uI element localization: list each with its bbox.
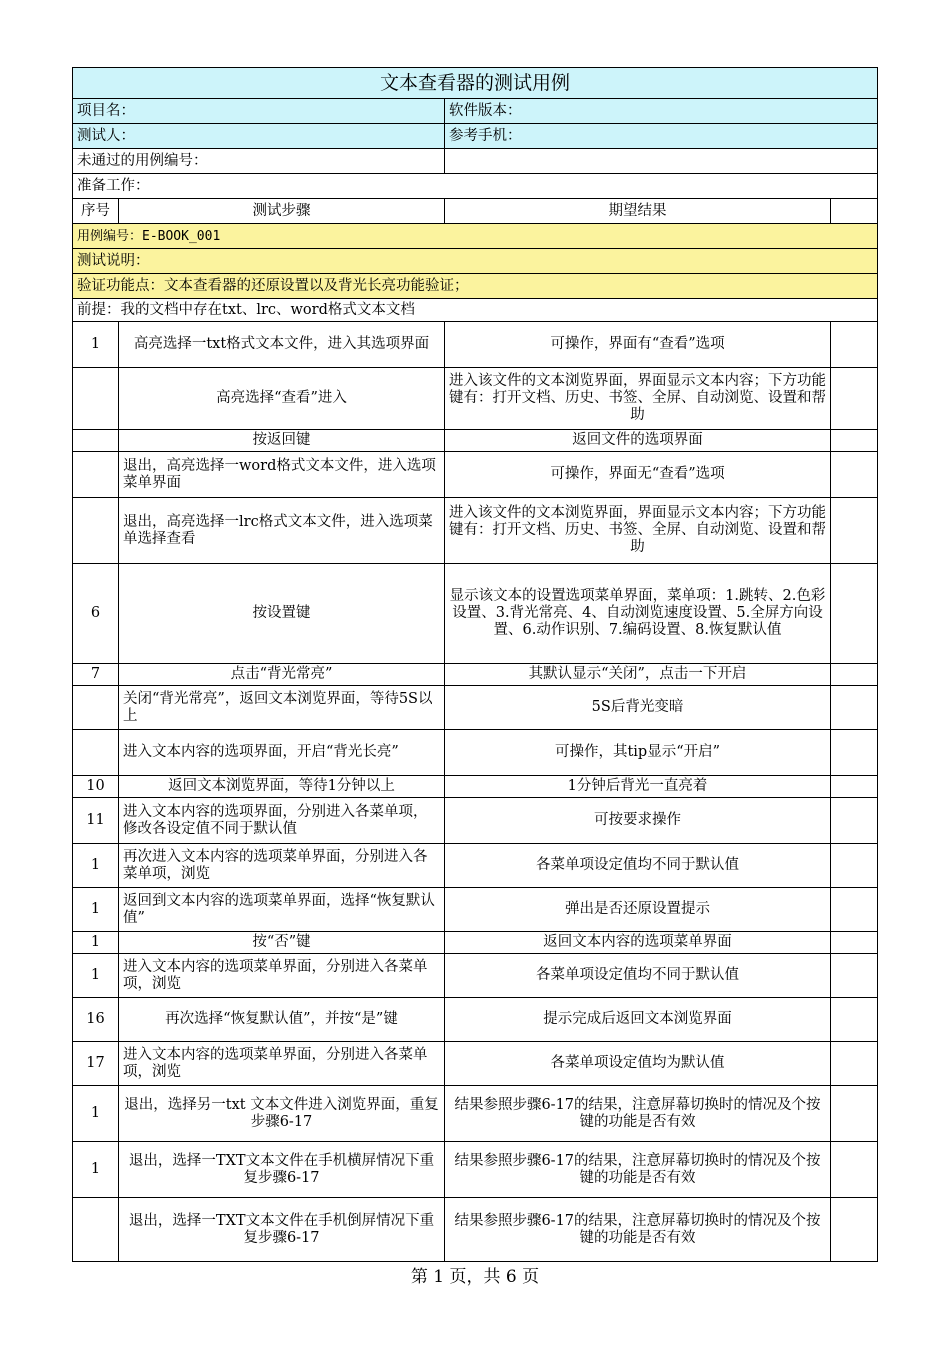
expected-result: 各菜单项设定值均不同于默认值	[445, 844, 831, 888]
table-row	[73, 430, 878, 452]
table-row	[73, 322, 878, 368]
reference-phone-label: 参考手机：	[445, 124, 878, 149]
step-number: 1	[73, 932, 119, 954]
step-description: 退出，选择一TXT文本文件在手机倒屏情况下重复步骤6-17	[119, 1198, 445, 1262]
expected-result: 进入该文件的文本浏览界面，界面显示文本内容；下方功能键有：打开文档、历史、书签、全屏、自动浏览、设置和帮助	[445, 368, 831, 430]
table-row	[73, 564, 878, 664]
step-number: 1	[73, 322, 119, 368]
step-number: 1	[73, 844, 119, 888]
step-extra	[831, 1198, 878, 1262]
expected-result: 返回文件的选项界面	[445, 430, 831, 452]
step-extra	[831, 888, 878, 932]
step-extra	[831, 452, 878, 498]
step-description: 退出，选择另一txt 文本文件进入浏览界面，重复步骤6-17	[119, 1086, 445, 1142]
step-number	[73, 1198, 119, 1262]
step-extra	[831, 776, 878, 798]
precondition: 前提：我的文档中存在txt、lrc、word格式文本文档	[73, 299, 878, 322]
step-extra	[831, 368, 878, 430]
step-number: 1	[73, 1142, 119, 1198]
table-row	[73, 888, 878, 932]
table-row	[73, 452, 878, 498]
step-description: 进入文本内容的选项菜单界面，分别进入各菜单项，浏览	[119, 1042, 445, 1086]
step-description: 退出，高亮选择一lrc格式文本文件，进入选项菜单选择查看	[119, 498, 445, 564]
step-description: 按返回键	[119, 430, 445, 452]
table-row	[73, 1142, 878, 1198]
step-number	[73, 452, 119, 498]
table-row	[73, 798, 878, 844]
failed-cases-label: 未通过的用例编号：	[73, 149, 445, 174]
col-header-no: 序号	[73, 199, 119, 224]
step-description: 进入文本内容的选项界面，分别进入各菜单项，修改各设定值不同于默认值	[119, 798, 445, 844]
failed-cases-value	[445, 149, 878, 174]
step-description: 高亮选择一txt格式文本文件，进入其选项界面	[119, 322, 445, 368]
test-case-sheet	[72, 67, 878, 1262]
step-extra	[831, 798, 878, 844]
expected-result: 结果参照步骤6-17的结果，注意屏幕切换时的情况及个按键的功能是否有效	[445, 1086, 831, 1142]
expected-result: 可按要求操作	[445, 798, 831, 844]
expected-result: 可操作，界面无“查看”选项	[445, 452, 831, 498]
verify-point: 验证功能点：文本查看器的还原设置以及背光长亮功能验证；	[73, 274, 878, 299]
col-header-steps: 测试步骤	[119, 199, 445, 224]
step-extra	[831, 932, 878, 954]
step-number	[73, 498, 119, 564]
software-version-label: 软件版本：	[445, 99, 878, 124]
step-extra	[831, 564, 878, 664]
table-row	[73, 1198, 878, 1262]
step-number	[73, 430, 119, 452]
table-row	[73, 998, 878, 1042]
case-description: 测试说明：	[73, 249, 878, 274]
step-description: 点击“背光常亮”	[119, 664, 445, 686]
expected-result: 弹出是否还原设置提示	[445, 888, 831, 932]
table-row	[73, 776, 878, 798]
preparation-label: 准备工作：	[73, 174, 878, 199]
expected-result: 其默认显示“关闭”，点击一下开启	[445, 664, 831, 686]
step-number: 11	[73, 798, 119, 844]
step-extra	[831, 322, 878, 368]
step-extra	[831, 686, 878, 730]
table-row	[73, 368, 878, 430]
case-id-text: 用例编号：E-BOOK_001	[77, 228, 221, 244]
step-extra	[831, 730, 878, 776]
expected-result: 各菜单项设定值均不同于默认值	[445, 954, 831, 998]
step-description: 再次进入文本内容的选项菜单界面，分别进入各菜单项，浏览	[119, 844, 445, 888]
step-description: 高亮选择“查看”进入	[119, 368, 445, 430]
table-row	[73, 686, 878, 730]
step-description: 退出，选择一TXT文本文件在手机横屏情况下重复步骤6-17	[119, 1142, 445, 1198]
table-row	[73, 1042, 878, 1086]
step-description: 返回到文本内容的选项菜单界面，选择“恢复默认值”	[119, 888, 445, 932]
expected-result: 提示完成后返回文本浏览界面	[445, 998, 831, 1042]
step-number: 1	[73, 954, 119, 998]
sheet-title: 文本查看器的测试用例	[73, 68, 878, 99]
step-extra	[831, 998, 878, 1042]
table-row	[73, 498, 878, 564]
table-row	[73, 954, 878, 998]
expected-result: 1分钟后背光一直亮着	[445, 776, 831, 798]
col-header-expected: 期望结果	[445, 199, 831, 224]
table-row	[73, 844, 878, 888]
step-extra	[831, 954, 878, 998]
step-number: 16	[73, 998, 119, 1042]
step-description: 关闭“背光常亮”，返回文本浏览界面，等待5S以上	[119, 686, 445, 730]
step-number: 17	[73, 1042, 119, 1086]
step-number: 7	[73, 664, 119, 686]
expected-result: 返回文本内容的选项菜单界面	[445, 932, 831, 954]
step-extra	[831, 1042, 878, 1086]
expected-result: 可操作，其tip显示“开启”	[445, 730, 831, 776]
step-description: 再次选择“恢复默认值”，并按“是”键	[119, 998, 445, 1042]
step-extra	[831, 1142, 878, 1198]
expected-result: 各菜单项设定值均为默认值	[445, 1042, 831, 1086]
step-extra	[831, 844, 878, 888]
table-row	[73, 932, 878, 954]
step-number	[73, 730, 119, 776]
step-number: 10	[73, 776, 119, 798]
step-number	[73, 368, 119, 430]
step-description: 退出，高亮选择一word格式文本文件，进入选项菜单界面	[119, 452, 445, 498]
step-description: 返回文本浏览界面，等待1分钟以上	[119, 776, 445, 798]
case-id	[73, 224, 878, 249]
step-description: 按设置键	[119, 564, 445, 664]
step-extra	[831, 664, 878, 686]
table-row	[73, 1086, 878, 1142]
step-description: 进入文本内容的选项菜单界面，分别进入各菜单项，浏览	[119, 954, 445, 998]
col-header-extra	[831, 199, 878, 224]
project-name-label: 项目名：	[73, 99, 445, 124]
table-row	[73, 664, 878, 686]
expected-result: 结果参照步骤6-17的结果，注意屏幕切换时的情况及个按键的功能是否有效	[445, 1198, 831, 1262]
page-footer: 第 1 页，共 6 页	[410, 1267, 540, 1287]
expected-result: 显示该文本的设置选项菜单界面，菜单项：1.跳转、2.色彩设置、3.背光常亮、4、自动浏览速度设置、5.全屏方向设置、6.动作识别、7.编码设置、8.恢复默认值	[445, 564, 831, 664]
step-description: 进入文本内容的选项界面，开启“背光长亮”	[119, 730, 445, 776]
tester-label: 测试人：	[73, 124, 445, 149]
test-steps-body	[73, 322, 878, 1262]
step-extra	[831, 1086, 878, 1142]
step-description: 按“否”键	[119, 932, 445, 954]
step-number: 6	[73, 564, 119, 664]
expected-result: 结果参照步骤6-17的结果，注意屏幕切换时的情况及个按键的功能是否有效	[445, 1142, 831, 1198]
step-number	[73, 686, 119, 730]
expected-result: 进入该文件的文本浏览界面，界面显示文本内容；下方功能键有：打开文档、历史、书签、全屏、自动浏览、设置和帮助	[445, 498, 831, 564]
table-row	[73, 730, 878, 776]
expected-result: 5S后背光变暗	[445, 686, 831, 730]
step-number: 1	[73, 888, 119, 932]
step-number: 1	[73, 1086, 119, 1142]
expected-result: 可操作，界面有“查看”选项	[445, 322, 831, 368]
step-extra	[831, 430, 878, 452]
step-extra	[831, 498, 878, 564]
